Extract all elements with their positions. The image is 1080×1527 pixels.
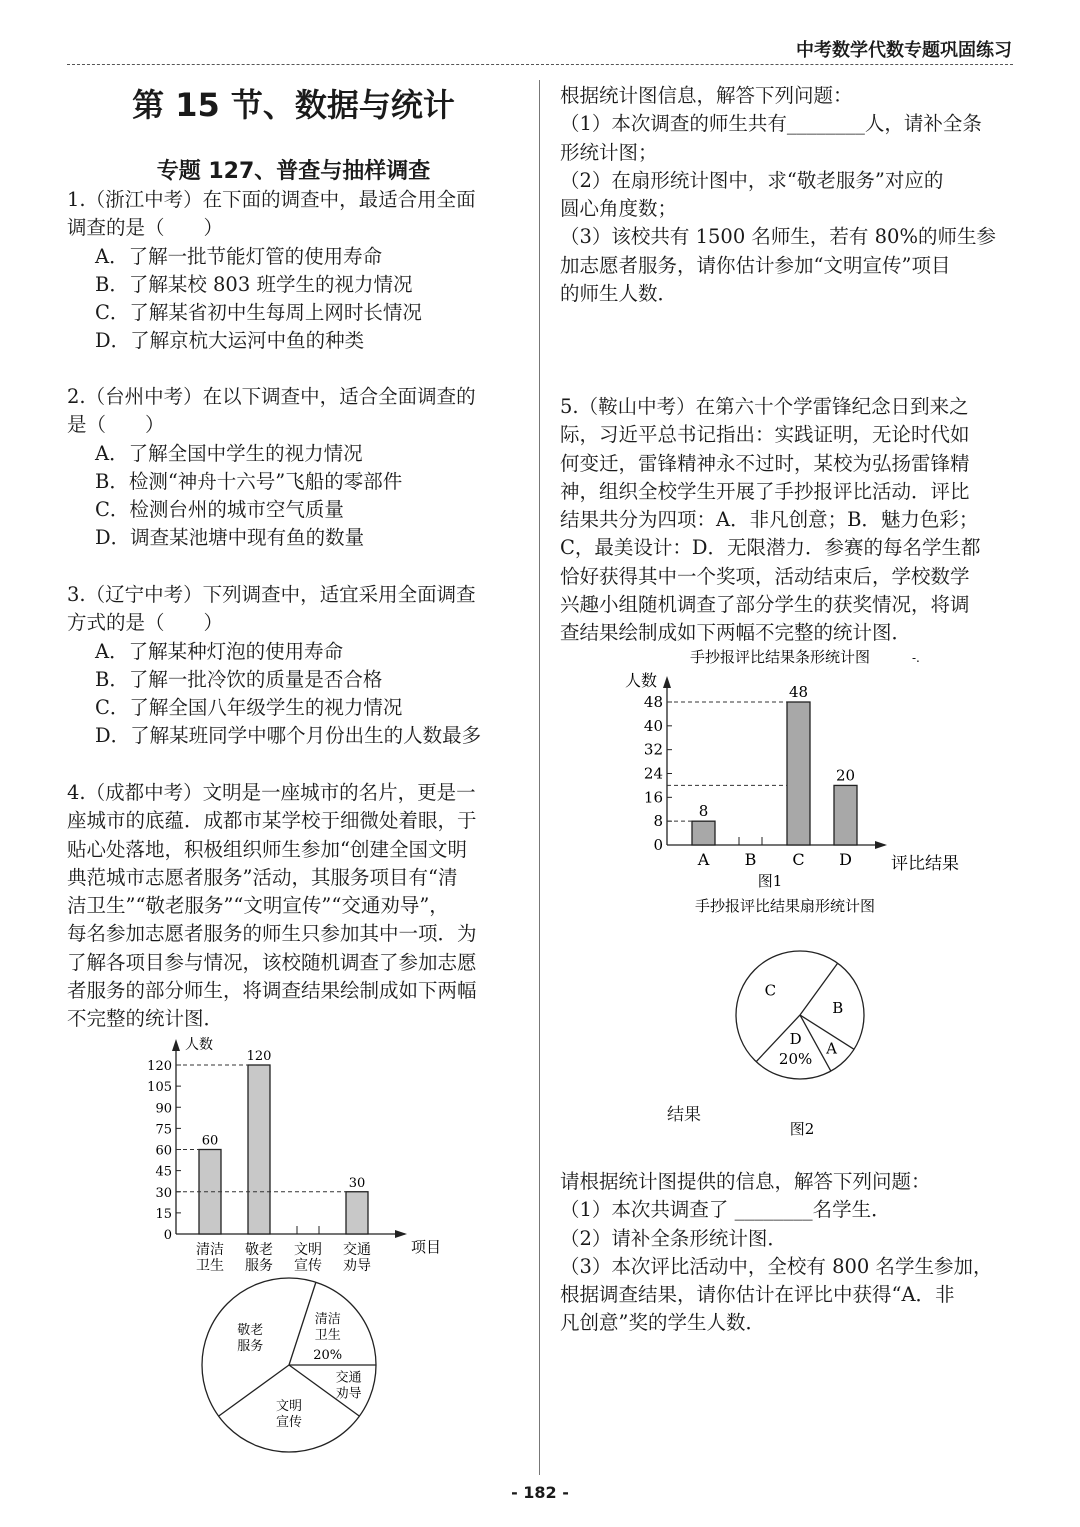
question-text: 2.（台州中考）在以下调查中，适合全面调查的 <box>67 385 476 408</box>
question-text: 了解各项目参与情况，该校随机调查了参加志愿 <box>67 950 477 974</box>
y-tick-label: 30 <box>155 1185 172 1201</box>
category-label: C <box>792 850 805 869</box>
option-b: B．了解一批冷饮的质量是否合格 <box>95 667 383 691</box>
option-b: B．检测“神舟十六号”飞船的零部件 <box>95 469 403 493</box>
y-tick-label: 48 <box>643 693 663 711</box>
empty-bar-marker <box>297 1226 319 1234</box>
question-text: 4.（成都中考）文明是一座城市的名片，更是一 <box>67 781 476 804</box>
subquestion-text: 请根据统计图提供的信息，解答下列问题： <box>560 1170 931 1193</box>
option-d: D．了解京杭大运河中鱼的种类 <box>95 329 365 353</box>
bar <box>787 702 810 845</box>
bar-value-label: 120 <box>246 1049 272 1064</box>
pie-slice-label: C <box>764 981 777 1000</box>
category-label: 劝导 <box>343 1258 371 1274</box>
subquestion-text: （1）本次调查的师生共有________人，请补全条 <box>560 112 982 136</box>
bar <box>199 1150 221 1235</box>
question-text: 不完整的统计图． <box>67 1007 224 1031</box>
category-label: 敬老 <box>245 1242 273 1258</box>
figure-caption: 图1 <box>757 872 783 890</box>
question-text: 是（ ） <box>67 413 165 437</box>
stray-mark: -. <box>912 651 920 665</box>
y-tick-label: 90 <box>155 1101 172 1117</box>
subquestion-text: （1）本次共调查了 ________名学生． <box>560 1198 891 1222</box>
y-tick-label: 32 <box>643 740 663 759</box>
pie-slice-label: 敬老 <box>237 1322 264 1338</box>
y-tick-label: 60 <box>155 1143 172 1159</box>
bar <box>248 1065 270 1234</box>
pie-slice-label: 卫生 <box>314 1327 341 1343</box>
category-label: 文明 <box>294 1242 322 1258</box>
option-a: A．了解一批节能灯管的使用寿命 <box>95 244 383 268</box>
option-a: A．了解某种灯泡的使用寿命 <box>95 639 344 663</box>
y-tick-label: 0 <box>163 1228 172 1243</box>
y-tick-label: 40 <box>643 716 663 735</box>
question-text: 者服务的部分师生，将调查结果绘制成如下两幅 <box>67 979 477 1003</box>
x-axis-arrow <box>395 1230 407 1238</box>
question-text: 贴心处落地，积极组织师生参加“创建全国文明 <box>67 837 467 861</box>
question-text: 何变迁，雷锋精神永不过时，某校为弘扬雷锋精 <box>560 451 970 475</box>
y-axis-label: 人数 <box>625 671 658 690</box>
subquestion-text: 的师生人数． <box>560 282 678 306</box>
y-tick-label: 8 <box>653 812 663 831</box>
bar-value-label: 8 <box>698 802 709 821</box>
subquestion-text: （2）请补全条形统计图． <box>560 1226 787 1250</box>
option-d: D．了解某班同学中哪个月份出生的人数最多 <box>95 724 482 748</box>
pie-slice-label: D <box>789 1029 802 1048</box>
category-label: 交通 <box>343 1242 371 1258</box>
question-text: 查结果绘制成如下两幅不完整的统计图． <box>560 621 912 645</box>
option-a: A．了解全国中学生的视力情况 <box>95 441 363 465</box>
y-tick-label: 15 <box>155 1206 172 1222</box>
pie-slice-label: 交通 <box>335 1370 362 1386</box>
question-text: 典范城市志愿者服务”活动，其服务项目有“清 <box>67 865 458 889</box>
running-header: 中考数学代数专题巩固练习 <box>796 40 1012 61</box>
question-text: 方式的是（ ） <box>67 611 224 635</box>
question-text: 结果共分为四项：A．非凡创意；B．魅力色彩； <box>560 508 979 532</box>
page-number: - 182 - <box>511 1483 569 1502</box>
chart-title: 手抄报评比结果扇形统计图 <box>694 897 876 915</box>
subquestion-text: （2）在扇形统计图中，求“敬老服务”对应的 <box>560 168 944 192</box>
category-label: 服务 <box>245 1258 273 1274</box>
bar <box>834 785 857 845</box>
pie-slice-label: 劝导 <box>335 1386 362 1402</box>
question-text: 恰好获得其中一个奖项，活动结束后，学校数学 <box>560 564 970 588</box>
y-tick-label: 105 <box>147 1080 172 1096</box>
question-text: 兴趣小组随机调查了部分学生的获奖情况，将调 <box>560 593 970 617</box>
topic-title: 专题 127、普查与抽样调查 <box>156 159 431 184</box>
y-tick-label: 120 <box>147 1059 172 1074</box>
bar-value-label: 60 <box>201 1133 219 1149</box>
question-text: 每名参加志愿者服务的师生只参加其中一项．为 <box>67 922 477 946</box>
question-text: 1.（浙江中考）在下面的调查中，最适合用全面 <box>67 188 476 211</box>
subquestion-text: 凡创意”奖的学生人数． <box>560 1311 765 1335</box>
x-axis-arrow <box>875 841 887 849</box>
x-axis-label: 项目 <box>411 1238 442 1256</box>
pie-slice-label: 文明 <box>275 1398 303 1414</box>
question-text: 洁卫生”“敬老服务”“文明宣传”“交通劝导”， <box>67 894 449 918</box>
subquestion-text: 根据调查结果，请你估计在评比中获得“A．非 <box>560 1283 955 1307</box>
question-text: 座城市的底蕴．成都市某学校于细微处着眼，于 <box>67 809 477 833</box>
pie-slice-label: 宣传 <box>275 1414 303 1430</box>
category-label: 清洁 <box>196 1242 224 1258</box>
question-text: 5.（鞍山中考）在第六十个学雷锋纪念日到来之 <box>560 395 969 418</box>
question-text: 际，习近平总书记指出：实践证明，无论时代如 <box>560 423 970 447</box>
bar-value-label: 48 <box>788 683 809 701</box>
option-c: C．了解某省初中生每周上网时长情况 <box>95 301 422 325</box>
subquestion-text: （3）该校共有 1500 名师生，若有 80%的师生参 <box>560 225 996 249</box>
pie-slice-label: 清洁 <box>314 1311 341 1327</box>
y-tick-label: 75 <box>155 1122 172 1138</box>
empty-bar-marker <box>739 837 762 845</box>
subquestion-text: （3）本次评比活动中，全校有 800 名学生参加， <box>560 1254 993 1278</box>
pie-percent-label: 20% <box>313 1347 343 1363</box>
question-text: 3.（辽宁中考）下列调查中，适宜采用全面调查 <box>67 583 476 606</box>
stray-caption-fragment: 结果 <box>667 1105 701 1125</box>
figure-caption: 图2 <box>789 1120 815 1138</box>
y-tick-label: 16 <box>643 788 663 807</box>
pie-slice-label: 服务 <box>237 1338 264 1354</box>
question-text: 调查的是（ ） <box>67 216 224 240</box>
bar <box>692 821 715 845</box>
category-label: A <box>697 850 710 869</box>
y-tick-label: 0 <box>653 836 663 854</box>
category-label: 宣传 <box>294 1258 322 1274</box>
pie-percent-label: 20% <box>778 1049 813 1068</box>
pie-slice-label: A <box>826 1039 837 1058</box>
subquestion-text: 加志愿者服务，请你估计参加“文明宣传”项目 <box>560 253 951 277</box>
y-axis-arrow <box>172 1039 180 1051</box>
subquestion-text: 形统计图； <box>560 140 658 164</box>
question-text: C，最美设计：D．无限潜力．参赛的每名学生都 <box>560 536 981 560</box>
subquestion-text: 根据统计图信息，解答下列问题： <box>560 84 853 107</box>
option-d: D．调查某池塘中现有鱼的数量 <box>95 526 365 550</box>
question-text: 神，组织全校学生开展了手抄报评比活动．评比 <box>560 479 970 503</box>
category-label: B <box>744 850 757 869</box>
category-label: 卫生 <box>196 1258 224 1274</box>
chart-title: 手抄报评比结果条形统计图 <box>689 648 871 666</box>
option-b: B．了解某校 803 班学生的视力情况 <box>95 272 413 296</box>
subquestion-text: 圆心角度数； <box>560 197 678 221</box>
category-label: D <box>839 850 852 869</box>
option-c: C．了解全国八年级学生的视力情况 <box>95 696 403 720</box>
x-axis-label: 评比结果 <box>891 854 959 874</box>
y-tick-label: 24 <box>643 764 663 783</box>
y-axis-label: 人数 <box>185 1037 213 1053</box>
pie-slice-label: B <box>832 998 844 1017</box>
bar-value-label: 30 <box>348 1175 366 1191</box>
bar <box>346 1192 368 1234</box>
section-title: 第 15 节、数据与统计 <box>132 86 455 124</box>
option-c: C．检测台州的城市空气质量 <box>95 498 344 522</box>
y-tick-label: 45 <box>155 1164 172 1180</box>
bar-value-label: 20 <box>835 766 856 785</box>
y-axis-arrow <box>663 676 671 688</box>
